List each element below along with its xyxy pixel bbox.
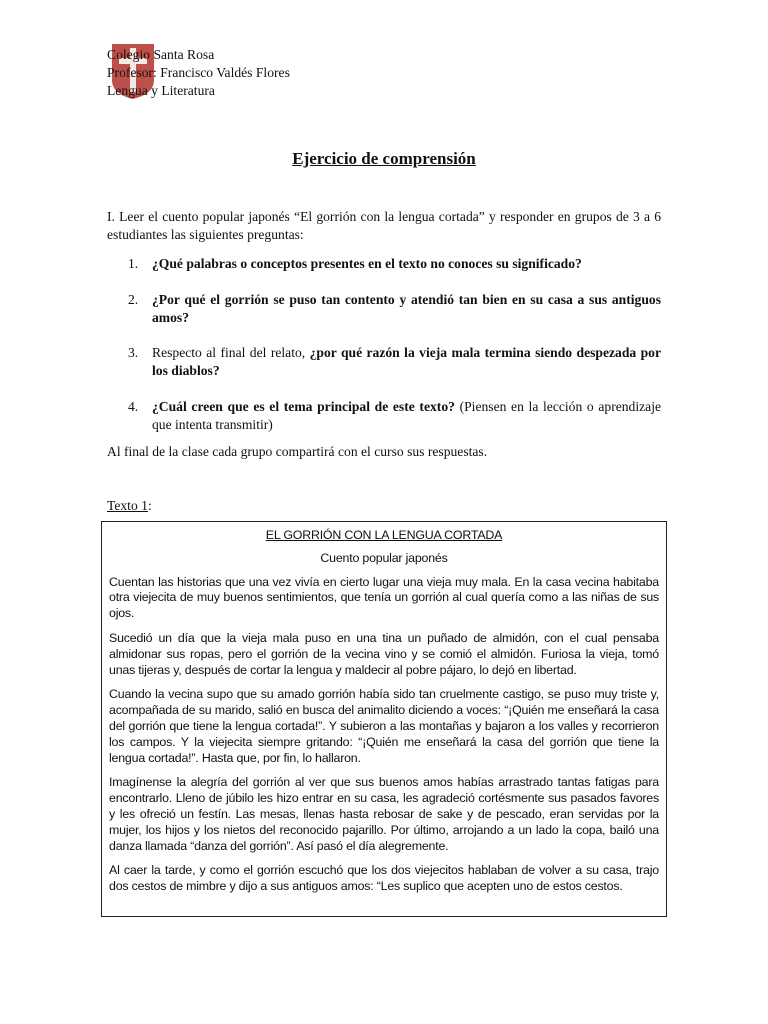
teacher-name: Profesor: Francisco Valdés Flores: [107, 65, 290, 80]
story-title: EL GORRIÓN CON LA LENGUA CORTADA: [265, 528, 503, 542]
text-label: Texto 1:: [107, 498, 152, 513]
question-number: 2.: [128, 292, 139, 307]
story-paragraph-3: Cuando la vecina supo que su amado gorrión había sido tan cruelmente castigo, se puso muy triste y, acompañada de su marido, salió en busca del animalito diciendo a voces: “¡Quién me enseñará la casa del gorrión que tiene la lengua cortada!”. Y subieron a las montañas y bajaron a los valles y recorrieron los campos. Y la viejecita siempre gritando: “¡Quién me enseñará la casa del gorrión que tiene la lengua cortada!”. Hasta que, por fin, lo hallaron.: [109, 687, 659, 765]
question-item-3: [128, 344, 661, 380]
question-text: ¿Qué palabras o conceptos presentes en el texto no conoces su significado?: [152, 256, 582, 271]
story-paragraph-1: Cuentan las historias que una vez vivía en cierto lugar una vieja muy mala. En la casa vecina habitaba otra viejecita de muy buenos sentimientos, que tenía un gorrión al cual quería como a las niñas de sus ojos.: [109, 574, 659, 621]
question-number: 4.: [128, 399, 139, 414]
page-title: Ejercicio de comprensión: [292, 149, 476, 168]
story-paragraph-4: Imagínense la alegría del gorrión al ver que sus buenos amos habías arrastrado tantas fatigas para encontrarlo. Lleno de júbilo les hizo entrar en su casa, les agradeció cortésmente sus pasados favores y les ofreció un festín. Las mesas, llenas hasta rebosar de sake y de pescado, eran servidas por la mujer, los hijos y los nietos del reconocido pajarillo. Por último, arrojando a un lado la copa, bailó una danza llamada “danza del gorrión”. Así pasó el día alegremente.: [109, 775, 659, 853]
question-text: ¿Por qué el gorrión se puso tan contento y atendió tan bien en su casa a sus antiguos amos?: [152, 292, 661, 325]
question-number: 3.: [128, 345, 139, 360]
story-subtitle: Cuento popular japonés: [320, 550, 448, 565]
closing-note: Al final de la clase cada grupo compartirá con el curso sus respuestas.: [107, 444, 488, 459]
question-text: ¿Cuál creen que es el tema principal de este texto? (Piensen en la lección o aprendizaje que intenta transmitir): [152, 399, 662, 432]
instructions-paragraph: I. Leer el cuento popular japonés “El gorrión con la lengua cortada” y responder en grupos de 3 a 6 estudiantes las siguientes preguntas:: [107, 209, 661, 242]
question-item-2: [128, 291, 661, 327]
story-paragraph-5: Al caer la tarde, y como el gorrión escuchó que los dos viejecitos hablaban de volver a su casa, trajo dos cestos de mimbre y dijo a sus antiguos amos: “Les suplico que acepten uno de estos cestos.: [109, 863, 659, 894]
document-header: [107, 46, 290, 100]
question-item-4: [128, 398, 661, 434]
school-name: Colegio Santa Rosa: [107, 47, 215, 62]
question-item-1: [128, 255, 661, 273]
question-text: Respecto al final del relato, ¿por qué razón la vieja mala termina siendo despezada por los diablos?: [152, 345, 661, 378]
story-paragraph-2: Sucedió un día que la vieja mala puso en una tina un puñado de almidón, con el cual pensaba almidonar sus ropas, pero el gorrión de la vecina vino y se comió el almidón. Furiosa la vieja, tomó unas tijeras y, después de cortar la lengua y maldecir al pobre pájaro, lo dejó en libertad.: [109, 630, 659, 677]
subject-name: Lengua y Literatura: [107, 83, 215, 98]
story-text-box: [101, 521, 667, 917]
question-number: 1.: [128, 256, 139, 271]
